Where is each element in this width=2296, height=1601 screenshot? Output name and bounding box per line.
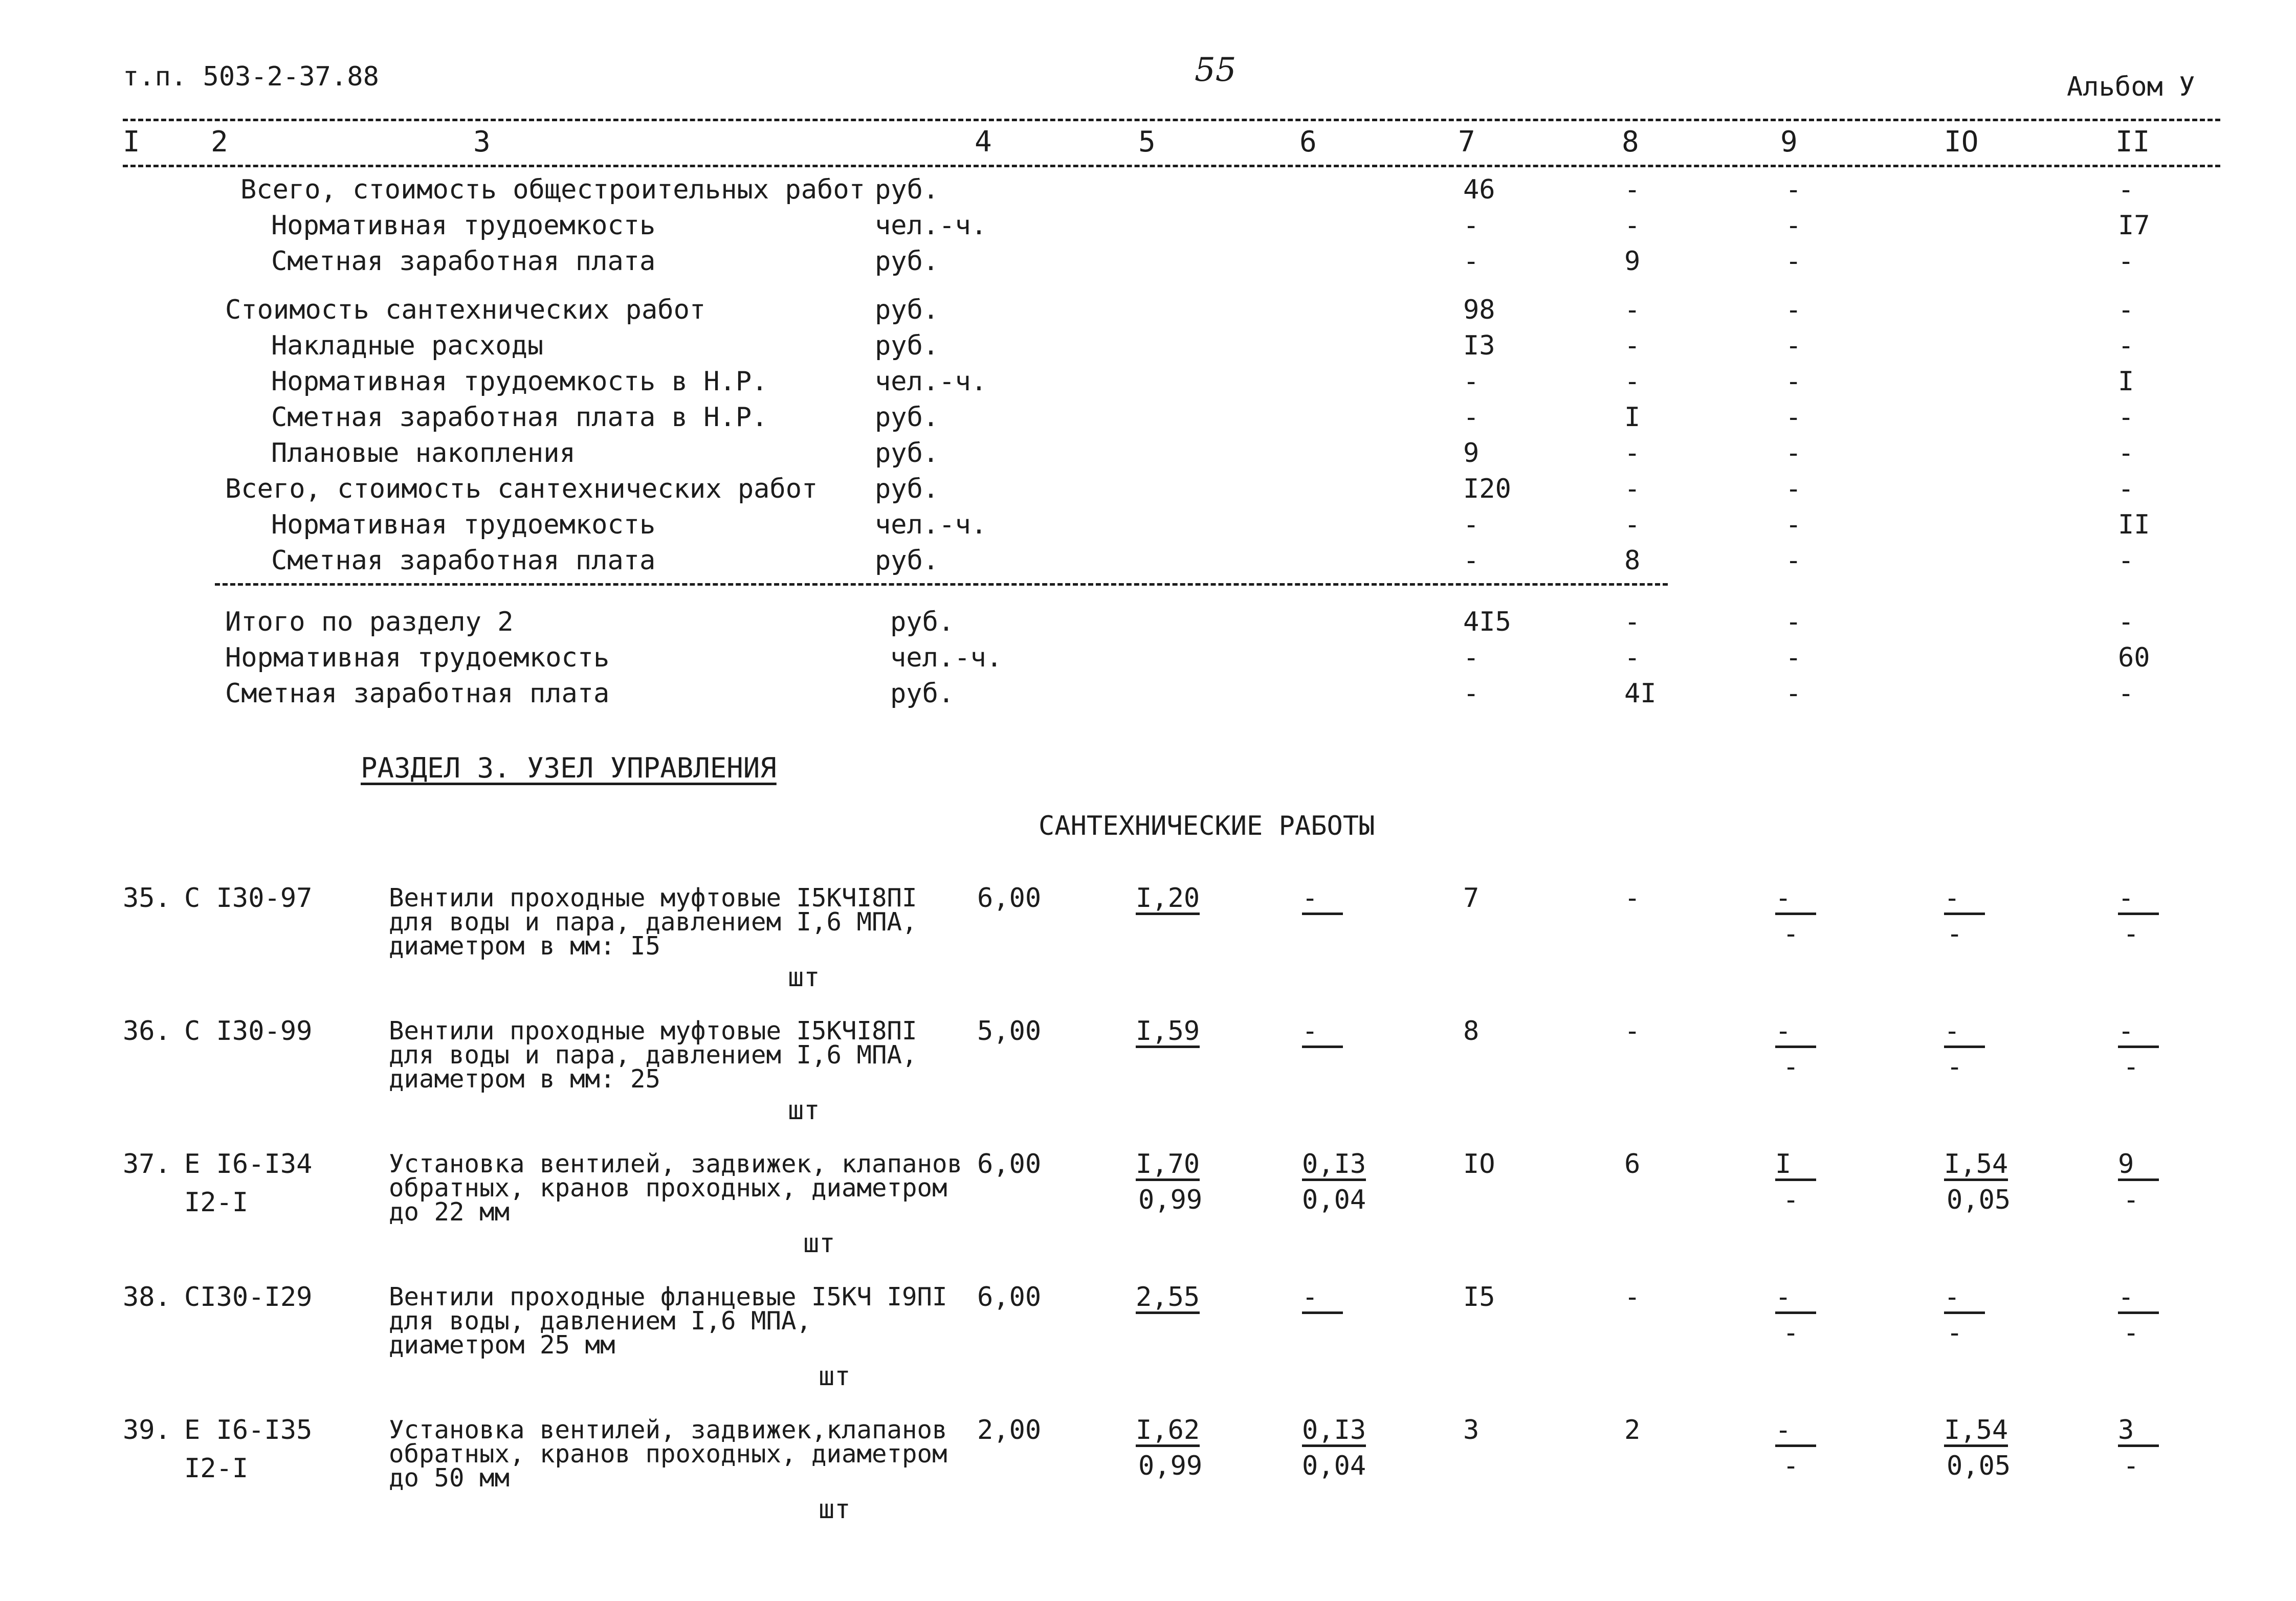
page-number: 55	[1195, 51, 1237, 89]
item-col8: -	[1624, 1282, 1641, 1313]
summary-col7: -	[1463, 366, 1480, 397]
total-label: Итого по разделу 2	[225, 607, 514, 637]
column-header-8: 8	[1622, 125, 1639, 159]
item-description-line: обратных, кранов проходных, диаметром	[389, 1439, 947, 1469]
summary-col9: -	[1785, 545, 1802, 576]
summary-col8: -	[1624, 438, 1641, 469]
total-col9: -	[1785, 642, 1802, 673]
summary-col11: -	[2118, 174, 2134, 205]
item-number: 35.	[123, 883, 171, 914]
summary-label: Всего, стоимость общестроительных работ	[240, 174, 865, 205]
item-number: 39.	[123, 1415, 171, 1446]
album-label: Альбом У	[2067, 72, 2195, 102]
item-col11-bottom: -	[2123, 1052, 2139, 1082]
summary-col11: I7	[2118, 210, 2150, 241]
item-col11-bottom: -	[2123, 1185, 2139, 1215]
item-col9-bottom: -	[1783, 1052, 1799, 1082]
item-col9-top: -	[1775, 1018, 1816, 1048]
item-number: 38.	[123, 1282, 171, 1313]
document-code: т.п. 503-2-37.88	[123, 61, 379, 92]
summary-col7: 46	[1463, 174, 1495, 205]
summary-col7: -	[1463, 246, 1480, 277]
column-header-3: 3	[473, 125, 491, 159]
total-col8: -	[1624, 607, 1641, 637]
summary-col9: -	[1785, 174, 1802, 205]
total-col9: -	[1785, 607, 1802, 637]
item-col9-top: -	[1775, 885, 1816, 915]
summary-label: Нормативная трудоемкость	[271, 210, 656, 241]
total-col11: -	[2118, 678, 2134, 709]
total-unit: чел.-ч.	[890, 642, 1003, 673]
item-col8: 2	[1624, 1415, 1641, 1446]
summary-unit: руб.	[875, 474, 939, 504]
total-col7: 4I5	[1463, 607, 1511, 637]
item-col5-top: I,62	[1136, 1417, 1200, 1447]
summary-col9: -	[1785, 438, 1802, 469]
column-header-5: 5	[1138, 125, 1156, 159]
summary-col8: -	[1624, 210, 1641, 241]
item-code: С I30-97	[184, 883, 313, 914]
item-description-line: до 22 мм	[389, 1197, 510, 1227]
summary-label: Всего, стоимость сантехнических работ	[225, 474, 818, 504]
item-col8: -	[1624, 1016, 1641, 1047]
item-col5-top: I,70	[1136, 1151, 1200, 1181]
item-col10-top: I,54	[1944, 1417, 2008, 1447]
summary-col7: I20	[1463, 474, 1511, 504]
item-unit: шт	[803, 1228, 835, 1259]
item-col10-bottom: -	[1947, 1318, 1963, 1348]
summary-col9: -	[1785, 330, 1802, 361]
total-separator	[215, 583, 1668, 586]
total-unit: руб.	[890, 678, 955, 709]
item-col6-top: -	[1302, 885, 1343, 915]
item-code: Е I6-I35	[184, 1415, 313, 1446]
summary-col7: -	[1463, 210, 1480, 241]
item-col6-top: 0,I3	[1302, 1417, 1366, 1447]
summary-col9: -	[1785, 366, 1802, 397]
summary-label: Сметная заработная плата	[271, 545, 656, 576]
item-number: 36.	[123, 1016, 171, 1047]
item-col10-bottom: -	[1947, 1052, 1963, 1082]
summary-unit: руб.	[875, 545, 939, 576]
item-code-secondary: I2-I	[184, 1453, 249, 1484]
item-col7: IO	[1463, 1149, 1495, 1180]
summary-label: Нормативная трудоемкость в Н.Р.	[271, 366, 768, 397]
item-code-secondary: I2-I	[184, 1187, 249, 1218]
summary-col8: -	[1624, 509, 1641, 540]
summary-col11: -	[2118, 438, 2134, 469]
header-rule-bottom	[123, 165, 2220, 167]
item-description-line: Установка вентилей, задвижек, клапанов	[389, 1149, 963, 1178]
summary-col11: I	[2118, 366, 2134, 397]
summary-label: Стоимость сантехнических работ	[225, 295, 706, 325]
item-description-line: для воды, давлением I,6 МПА,	[389, 1306, 812, 1336]
column-header-9: 9	[1780, 125, 1798, 159]
item-quantity: 6,00	[977, 1149, 1042, 1180]
item-col7: I5	[1463, 1282, 1495, 1313]
item-col10-top: -	[1944, 1284, 1985, 1314]
summary-col8: I	[1624, 402, 1641, 433]
total-unit: руб.	[890, 607, 955, 637]
summary-label: Нормативная трудоемкость	[271, 509, 656, 540]
summary-col7: I3	[1463, 330, 1495, 361]
item-col9-top: I	[1775, 1151, 1816, 1181]
item-col10-top: -	[1944, 885, 1985, 915]
summary-col8: -	[1624, 474, 1641, 504]
summary-col7: -	[1463, 545, 1480, 576]
header-rule-top	[123, 119, 2220, 121]
summary-col9: -	[1785, 246, 1802, 277]
item-description-line: диаметром в мм: I5	[389, 931, 661, 961]
summary-col11: -	[2118, 474, 2134, 504]
summary-label: Сметная заработная плата в Н.Р.	[271, 402, 768, 433]
item-col9-bottom: -	[1783, 1318, 1799, 1348]
summary-col8: -	[1624, 174, 1641, 205]
item-code: Е I6-I34	[184, 1149, 313, 1180]
summary-unit: руб.	[875, 295, 939, 325]
total-col8: -	[1624, 642, 1641, 673]
item-col7: 7	[1463, 883, 1480, 914]
item-col10-top: I,54	[1944, 1151, 2008, 1181]
total-col7: -	[1463, 678, 1480, 709]
summary-col11: -	[2118, 545, 2134, 576]
column-header-1: I	[123, 125, 140, 159]
summary-col7: -	[1463, 509, 1480, 540]
item-col5-top: I,20	[1136, 885, 1200, 915]
section-title: РАЗДЕЛ 3. УЗЕЛ УПРАВЛЕНИЯ	[361, 752, 777, 784]
summary-col8: -	[1624, 330, 1641, 361]
item-col6-bottom: 0,04	[1302, 1185, 1366, 1215]
summary-col9: -	[1785, 474, 1802, 504]
item-unit: шт	[819, 1494, 851, 1525]
item-quantity: 5,00	[977, 1016, 1042, 1047]
item-quantity: 6,00	[977, 1282, 1042, 1313]
summary-unit: руб.	[875, 174, 939, 205]
summary-col11: -	[2118, 295, 2134, 325]
item-description-line: диаметром в мм: 25	[389, 1064, 661, 1094]
total-col9: -	[1785, 678, 1802, 709]
summary-unit: руб.	[875, 438, 939, 469]
item-col5-bottom: 0,99	[1138, 1185, 1203, 1215]
summary-col7: 98	[1463, 295, 1495, 325]
total-label: Сметная заработная плата	[225, 678, 610, 709]
summary-unit: чел.-ч.	[875, 366, 987, 397]
summary-label: Плановые накопления	[271, 438, 576, 469]
item-col11-bottom: -	[2123, 919, 2139, 949]
item-code: СI30-I29	[184, 1282, 313, 1313]
item-description-line: Вентили проходные фланцевые I5КЧ I9ПI	[389, 1282, 947, 1311]
summary-col7: 9	[1463, 438, 1480, 469]
summary-col8: -	[1624, 295, 1641, 325]
item-description-line: Установка вентилей, задвижек,клапанов	[389, 1415, 947, 1444]
total-col11: -	[2118, 607, 2134, 637]
summary-col8: 8	[1624, 545, 1641, 576]
item-col11-top: -	[2118, 885, 2159, 915]
item-description-line: Вентили проходные муфтовые I5КЧI8ПI	[389, 1016, 917, 1046]
item-col5-top: I,59	[1136, 1018, 1200, 1048]
item-col10-top: -	[1944, 1018, 1985, 1048]
summary-label: Сметная заработная плата	[271, 246, 656, 277]
item-col6-top: -	[1302, 1018, 1343, 1048]
item-col9-bottom: -	[1783, 919, 1799, 949]
column-header-10: IO	[1944, 125, 1979, 159]
item-col5-top: 2,55	[1136, 1284, 1200, 1314]
column-header-4: 4	[975, 125, 992, 159]
item-quantity: 6,00	[977, 883, 1042, 914]
item-col11-top: 3	[2118, 1417, 2159, 1447]
summary-col11: -	[2118, 402, 2134, 433]
item-code: С I30-99	[184, 1016, 313, 1047]
item-col9-bottom: -	[1783, 1185, 1799, 1215]
summary-col8: -	[1624, 366, 1641, 397]
item-unit: шт	[819, 1361, 851, 1392]
item-col7: 8	[1463, 1016, 1480, 1047]
item-description-line: для воды и пара, давлением I,6 МПА,	[389, 1040, 917, 1070]
section-subtitle: САНТЕХНИЧЕСКИЕ РАБОТЫ	[1039, 811, 1375, 841]
column-header-6: 6	[1299, 125, 1317, 159]
item-col5-bottom: 0,99	[1138, 1451, 1203, 1481]
item-number: 37.	[123, 1149, 171, 1180]
item-col11-top: -	[2118, 1284, 2159, 1314]
item-col6-top: 0,I3	[1302, 1151, 1366, 1181]
summary-col11: -	[2118, 246, 2134, 277]
item-col9-top: -	[1775, 1417, 1816, 1447]
summary-col7: -	[1463, 402, 1480, 433]
summary-unit: руб.	[875, 330, 939, 361]
summary-col9: -	[1785, 295, 1802, 325]
item-col6-bottom: 0,04	[1302, 1451, 1366, 1481]
column-header-7: 7	[1458, 125, 1475, 159]
item-description-line: Вентили проходные муфтовые I5КЧI8ПI	[389, 883, 917, 913]
item-col7: 3	[1463, 1415, 1480, 1446]
summary-col9: -	[1785, 509, 1802, 540]
summary-unit: чел.-ч.	[875, 509, 987, 540]
summary-col11: -	[2118, 330, 2134, 361]
item-col11-top: 9	[2118, 1151, 2159, 1181]
total-col8: 4I	[1624, 678, 1657, 709]
item-description-line: обратных, кранов проходных, диаметром	[389, 1173, 947, 1203]
column-header-11: II	[2115, 125, 2150, 159]
column-header-2: 2	[211, 125, 228, 159]
item-col11-top: -	[2118, 1018, 2159, 1048]
item-col8: -	[1624, 883, 1641, 914]
item-description-line: диаметром 25 мм	[389, 1330, 615, 1360]
item-col6-top: -	[1302, 1284, 1343, 1314]
item-description-line: для воды и пара, давлением I,6 МПА,	[389, 907, 917, 937]
summary-col11: II	[2118, 509, 2150, 540]
item-unit: шт	[788, 1095, 820, 1126]
summary-unit: руб.	[875, 246, 939, 277]
item-col10-bottom: 0,05	[1947, 1185, 2011, 1215]
item-col11-bottom: -	[2123, 1451, 2139, 1481]
item-quantity: 2,00	[977, 1415, 1042, 1446]
item-col11-bottom: -	[2123, 1318, 2139, 1348]
item-col8: 6	[1624, 1149, 1641, 1180]
item-col9-top: -	[1775, 1284, 1816, 1314]
item-description-line: до 50 мм	[389, 1463, 510, 1493]
total-label: Нормативная трудоемкость	[225, 642, 610, 673]
summary-col9: -	[1785, 210, 1802, 241]
total-col11: 60	[2118, 642, 2150, 673]
summary-label: Накладные расходы	[271, 330, 544, 361]
summary-unit: чел.-ч.	[875, 210, 987, 241]
item-col9-bottom: -	[1783, 1451, 1799, 1481]
item-col10-bottom: -	[1947, 919, 1963, 949]
item-col10-bottom: 0,05	[1947, 1451, 2011, 1481]
summary-col9: -	[1785, 402, 1802, 433]
summary-col8: 9	[1624, 246, 1641, 277]
item-unit: шт	[788, 962, 820, 993]
summary-unit: руб.	[875, 402, 939, 433]
total-col7: -	[1463, 642, 1480, 673]
